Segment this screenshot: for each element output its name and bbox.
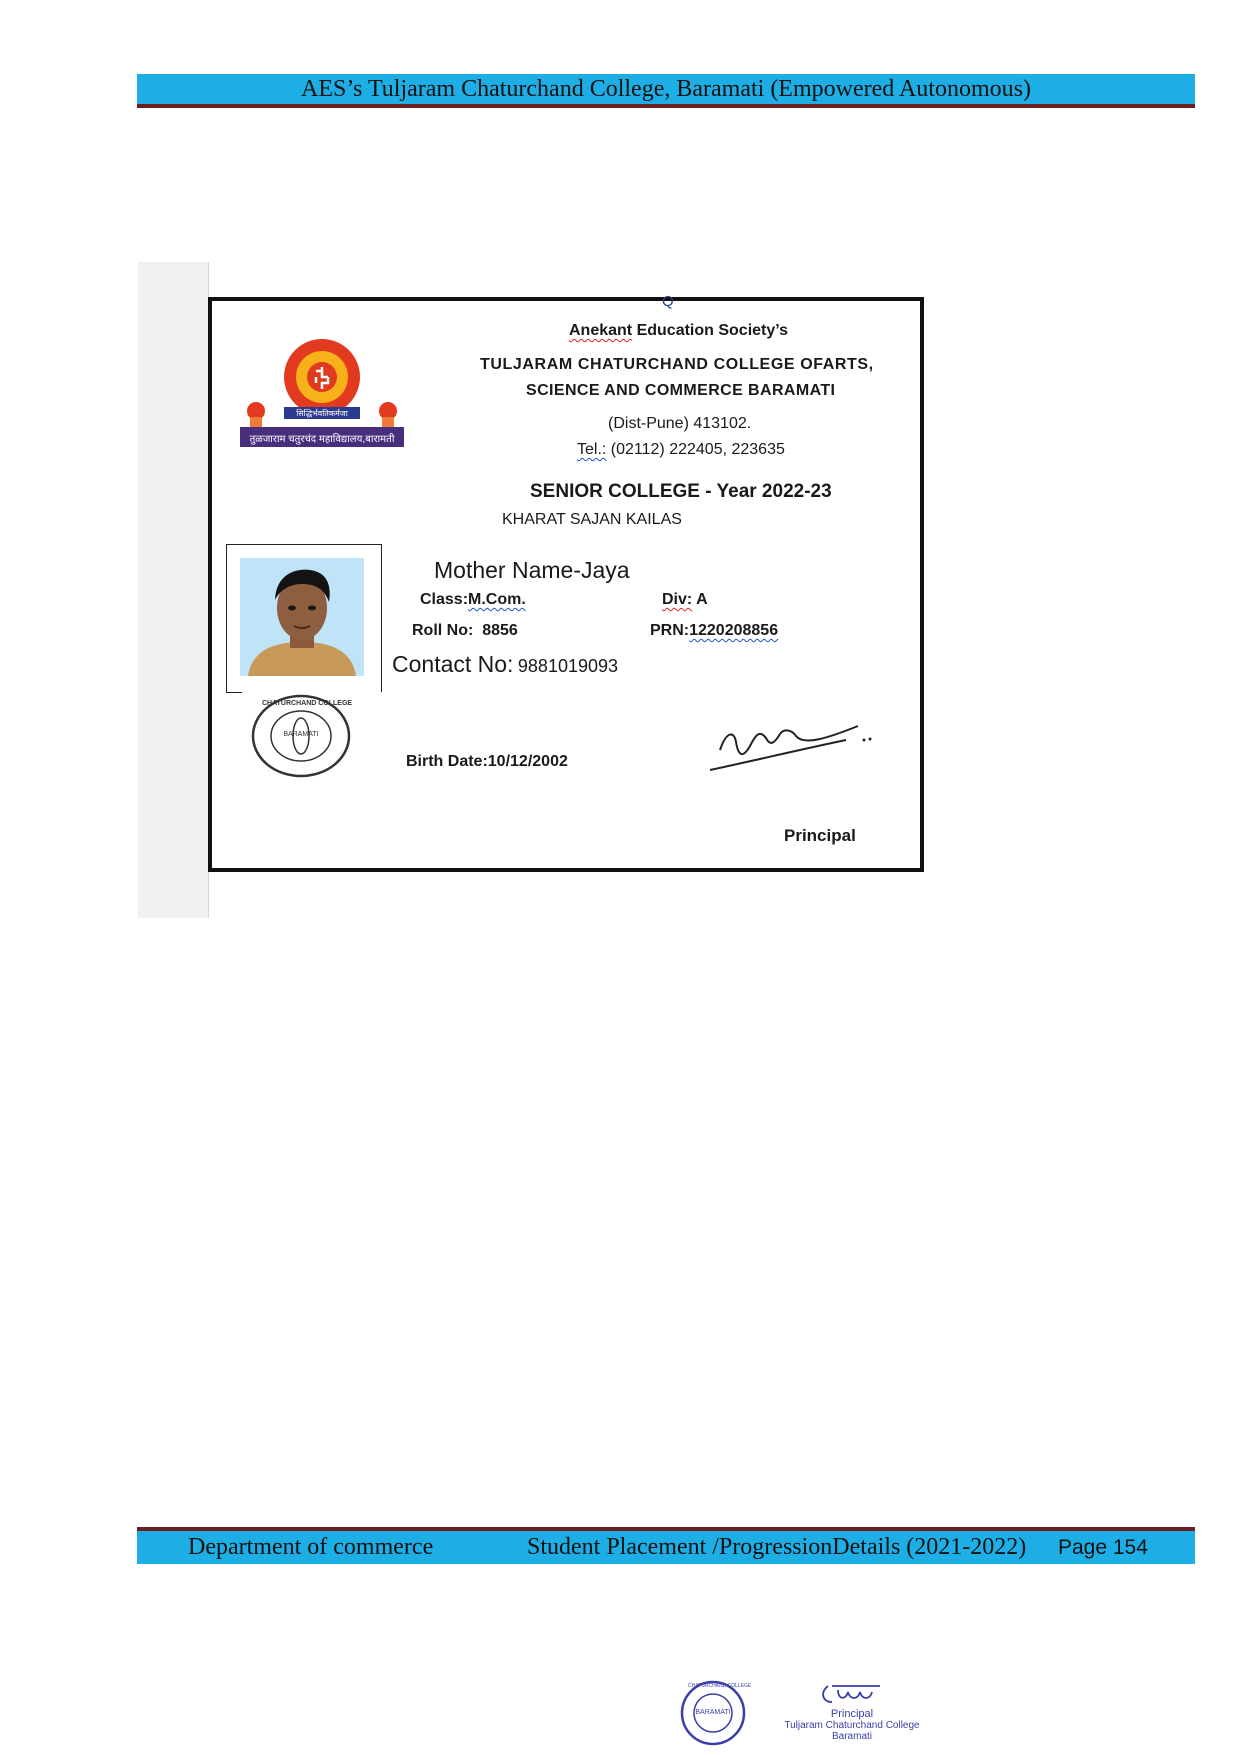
photo-frame-corner [226,692,242,693]
header-title: AES’s Tuljaram Chaturchand College, Baramati (Empowered Autonomous) [301,76,1031,102]
bottom-college-seal [680,1680,752,1746]
div-label: Div: [662,591,693,608]
roll-label: Roll No: [412,622,474,639]
class-row [420,591,526,609]
contact-label: Contact No: [392,651,514,677]
page-number: Page 154 [1058,1536,1148,1559]
seal-center-text: BARAMATI [695,1709,731,1716]
principal-signature-icon [708,706,880,776]
principal-label: Principal [784,826,856,845]
college-stamp [250,693,352,779]
district-line: (Dist-Pune) 413102. [608,415,752,432]
contact-row [392,651,618,678]
scan-margin [138,262,209,918]
seal-ring-text: CHATURCHAND COLLEGE [688,1683,752,1689]
contact-value: 9881019093 [517,656,619,676]
mother-name: Mother Name-Jaya [434,557,630,583]
class-value: M.Com. [468,591,526,608]
roll-row [412,622,518,640]
birth-row [406,753,568,771]
footer-department: Department of commerce [188,1534,434,1560]
telephone-line [577,441,785,459]
society-name-first: Anekant [569,322,633,339]
division-row [662,591,708,609]
prn-row [650,622,778,640]
prn-label: PRN: [650,622,690,639]
student-name: KHARAT SAJAN KAILAS [502,511,682,528]
birth-label: Birth Date: [406,753,488,770]
prn-value: 1220208856 [689,622,779,639]
college-name-line1: TULJARAM CHATURCHAND COLLEGE OFARTS, [480,356,874,373]
tel-label: Tel.: [577,441,607,458]
div-value: A [696,591,708,608]
student-photo [240,558,364,676]
principal-town: Baramati [831,1731,872,1742]
society-name-rest: Education Society’s [636,322,789,339]
stamp-ring-text: CHATURCHAND COLLEGE [262,700,353,707]
student-id-card [208,293,924,872]
college-logo [240,337,404,449]
card-mark: Q [662,293,674,310]
birth-value: 10/12/2002 [487,753,568,770]
logo-banner-text: तुळजाराम चतुरचंद महाविद्यालय,बारामती [249,434,395,445]
footer-title: Student Placement /ProgressionDetails (2021-2022) [527,1534,1027,1560]
college-name-line2: SCIENCE AND COMMERCE BARAMATI [526,382,836,399]
logo-ribbon-text: सिद्धिर्भवतिकर्मजा [296,409,348,418]
roll-value: 8856 [482,622,518,639]
student-portrait-icon [240,558,364,676]
principal-title: Principal [830,1708,874,1720]
tel-value: (02112) 222405, 223635 [610,441,785,458]
class-label: Class: [420,591,469,608]
stamp-center-text: BARAMATI [283,731,319,738]
society-name [569,322,788,340]
session-year: SENIOR COLLEGE - Year 2022-23 [530,481,832,502]
principal-college: Tuljaram Chaturchand College [784,1720,920,1731]
